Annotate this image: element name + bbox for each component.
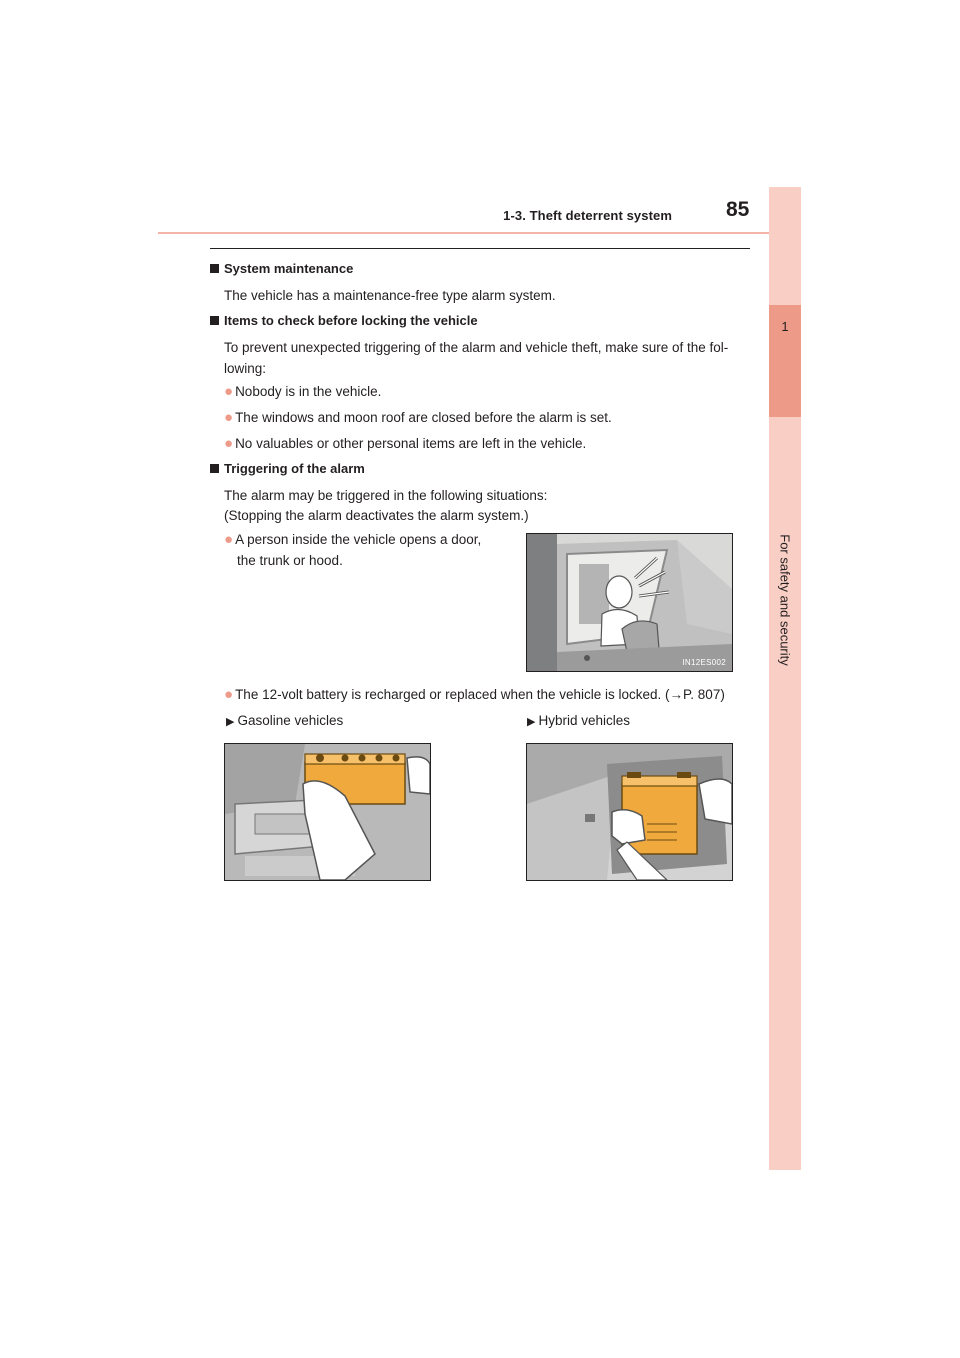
content-top-rule — [210, 248, 750, 249]
header-divider — [158, 232, 800, 234]
heading-system-maintenance: System maintenance — [210, 261, 353, 276]
hybrid-vehicles-label: ▶ Hybrid vehicles — [527, 713, 631, 728]
list-item: ● Nobody is in the vehicle. — [224, 383, 382, 400]
items-check-body-line1: To prevent unexpected triggering of the alarm and vehicle theft, make sure of the fol- — [224, 340, 729, 355]
square-bullet-icon — [210, 316, 219, 325]
page-number: 85 — [726, 198, 750, 221]
gasoline-battery-illustration — [224, 743, 431, 881]
items-check-body-line2: lowing: — [224, 361, 267, 376]
triangle-pointer-icon: ▶ — [226, 716, 235, 728]
list-item-continuation: the trunk or hood. — [237, 553, 343, 568]
square-bullet-icon — [210, 464, 219, 473]
gasoline-vehicles-label: ▶ Gasoline vehicles — [226, 713, 344, 728]
heading-items-to-check: Items to check before locking the vehicle — [210, 313, 478, 328]
circle-bullet-icon: ● — [224, 531, 234, 548]
list-item: ● A person inside the vehicle opens a door, — [224, 531, 482, 548]
list-item: ● The windows and moon roof are closed before the alarm is set. — [224, 409, 612, 426]
chapter-number: 1 — [781, 319, 789, 334]
triangle-pointer-icon: ▶ — [527, 716, 536, 728]
figure-code: IN12ES002 — [682, 658, 726, 667]
circle-bullet-icon: ● — [224, 686, 234, 703]
chapter-number-tab — [769, 305, 801, 417]
maintenance-body: The vehicle has a maintenance-free type alarm system. — [224, 288, 556, 303]
circle-bullet-icon: ● — [224, 435, 234, 452]
circle-bullet-icon: ● — [224, 409, 234, 426]
trunk-drawing — [527, 744, 732, 880]
square-bullet-icon — [210, 264, 219, 273]
heading-triggering: Triggering of the alarm — [210, 461, 365, 476]
circle-bullet-icon: ● — [224, 383, 234, 400]
hybrid-battery-illustration — [526, 743, 733, 881]
list-item: ● The 12-volt battery is recharged or replaced when the vehicle is locked. (→P. 807) — [224, 686, 725, 703]
chapter-title: For safety and security — [777, 534, 793, 666]
car-interior-drawing — [527, 534, 732, 671]
triggering-body-line1: The alarm may be triggered in the following situations: — [224, 488, 548, 503]
header-section-title: 1-3. Theft deterrent system — [503, 208, 672, 223]
triggering-body-line2: (Stopping the alarm deactivates the alarm system.) — [224, 508, 529, 523]
engine-bay-drawing — [225, 744, 430, 880]
person-in-vehicle-illustration — [526, 533, 733, 672]
list-item: ● No valuables or other personal items are left in the vehicle. — [224, 435, 587, 452]
